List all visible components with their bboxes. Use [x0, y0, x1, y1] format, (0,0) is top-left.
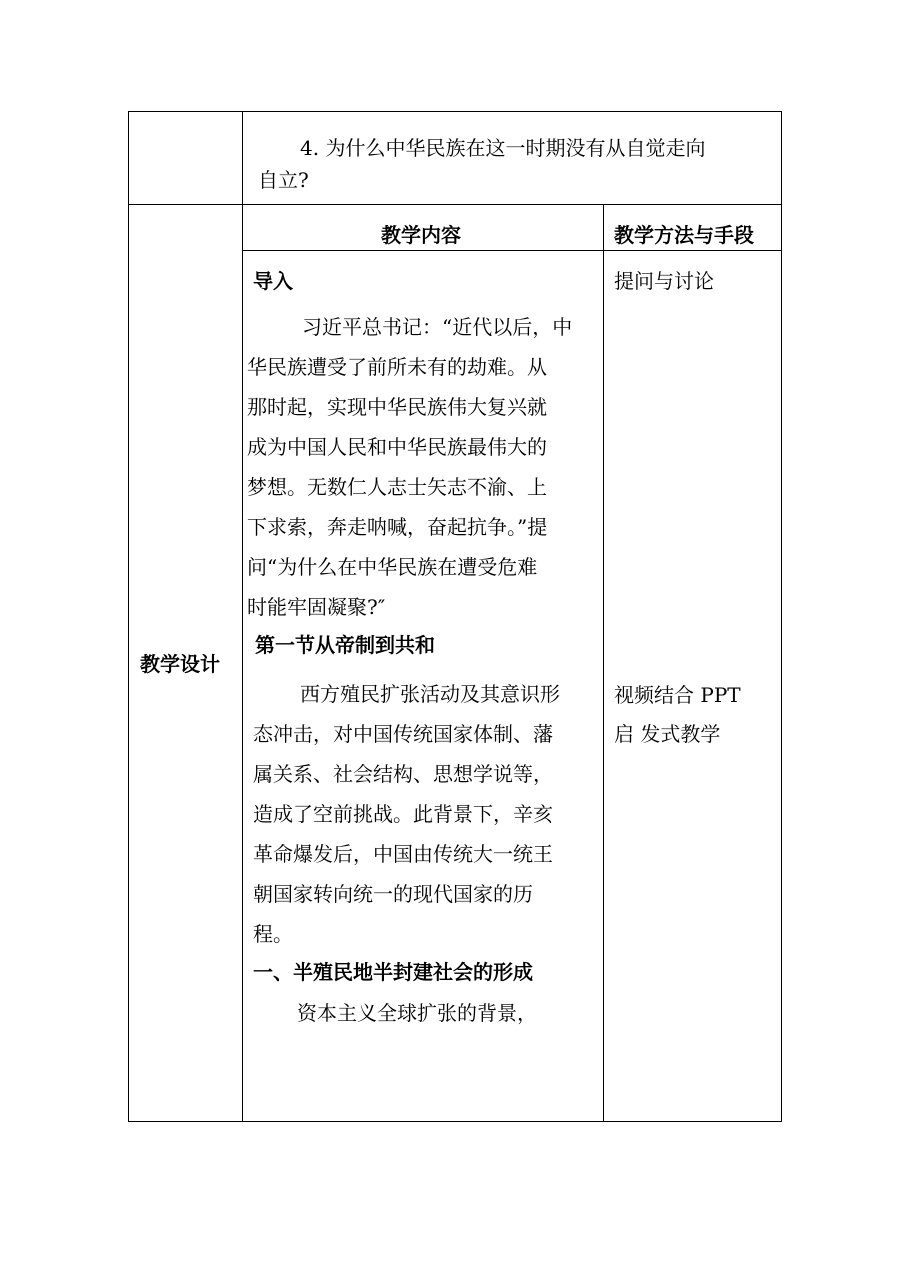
section-label: 教学设计	[140, 652, 220, 676]
section1-line: 造成了空前挑战。此背景下，辛亥	[253, 802, 553, 826]
table-border-right	[781, 111, 782, 1122]
section1-title: 第一节从帝制到共和	[255, 633, 435, 657]
subsection1-line: 资本主义全球扩张的背景，	[297, 1001, 537, 1025]
intro-line: 问“为什么在中华民族在遭受危难	[247, 555, 538, 579]
intro-line: 成为中国人民和中华民族最伟大的	[247, 435, 547, 459]
intro-line: 时能牢固凝聚?″	[247, 595, 386, 619]
section1-line: 革命爆发后，中国由传统大一统王	[253, 842, 553, 866]
intro-line: 梦想。无数仁人志士矢志不渝、上	[247, 475, 547, 499]
header-divider	[242, 250, 782, 251]
section1-method-line-2: 启 发式教学	[614, 722, 721, 746]
section1-paragraph	[253, 674, 560, 954]
question-line-2: 自立?	[258, 168, 309, 192]
intro-paragraph	[247, 307, 572, 627]
section1-method-line-1: 视频结合 PPT	[614, 683, 741, 707]
section1-line: 朝国家转向统一的现代国家的历	[253, 882, 533, 906]
header-content: 教学内容	[381, 223, 461, 247]
table-border-left	[128, 111, 129, 1122]
table-border-bottom	[128, 1121, 782, 1122]
question-line-1: 4. 为什么中华民族在这一时期没有从自觉走向	[300, 136, 706, 160]
intro-line: 华民族遭受了前所未有的劫难。从	[247, 355, 547, 379]
section1-line: 西方殖民扩张活动及其意识形	[300, 682, 560, 706]
section1-line: 程。	[253, 922, 293, 946]
subsection1-title: 一、半殖民地半封建社会的形成	[253, 960, 533, 984]
method-column-divider	[603, 204, 604, 1122]
intro-line: 习近平总书记：“近代以后，中	[302, 315, 573, 339]
row-divider	[128, 204, 782, 205]
header-method: 教学方法与手段	[614, 223, 754, 247]
intro-method: 提问与讨论	[614, 269, 714, 293]
label-column-divider	[242, 111, 243, 1122]
table-border-top	[128, 111, 782, 112]
section1-line: 属关系、社会结构、思想学说等，	[253, 762, 553, 786]
intro-title: 导入	[253, 269, 293, 293]
section1-line: 态冲击，对中国传统国家体制、藩	[253, 722, 553, 746]
intro-line: 下求索，奔走呐喊，奋起抗争。”提	[247, 515, 548, 539]
intro-line: 那时起，实现中华民族伟大复兴就	[247, 395, 547, 419]
